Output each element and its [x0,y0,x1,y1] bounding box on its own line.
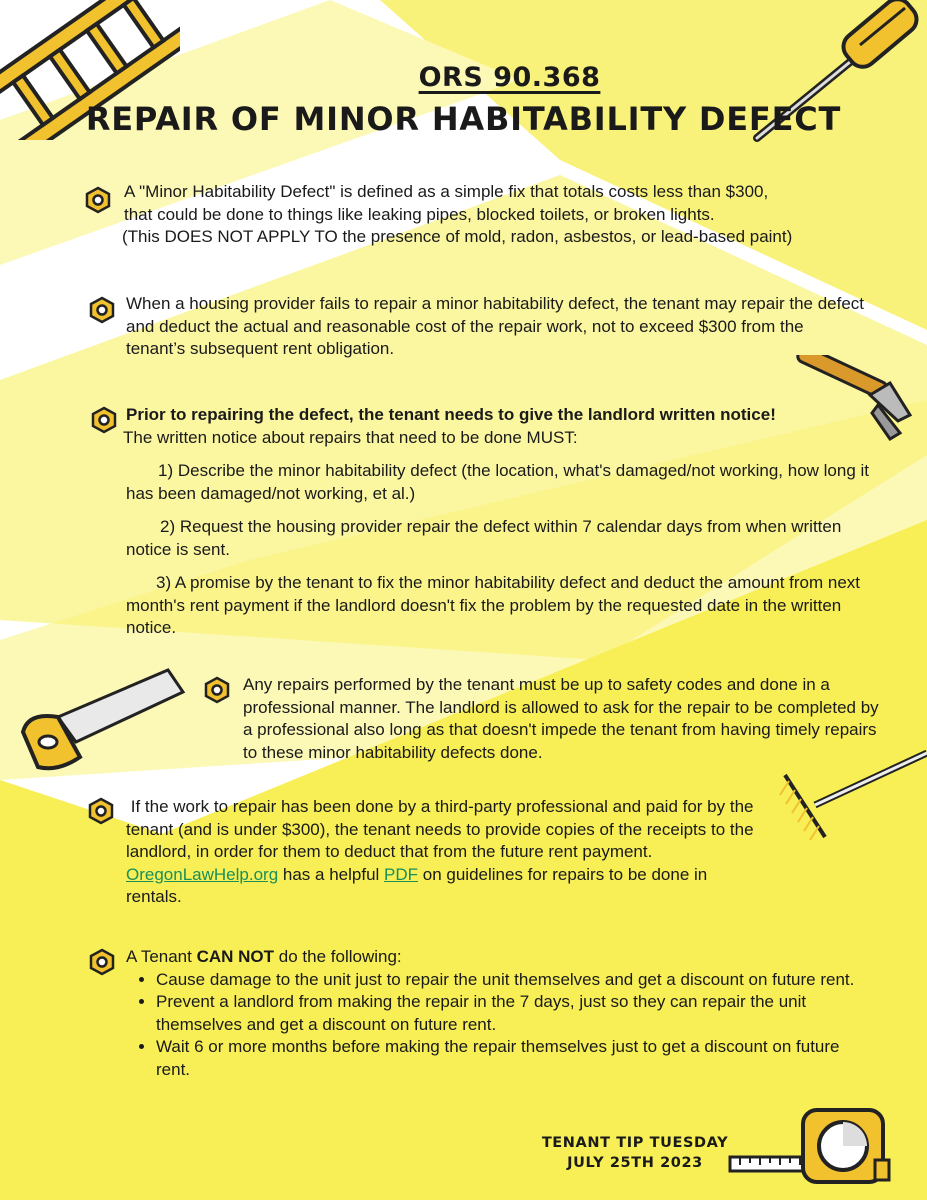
definition-line-3: (This DOES NOT APPLY TO the presence of mold, radon, asbestos, or lead-based paint) [122,227,793,246]
can-not-intro: A Tenant CAN NOT do the following: [126,947,402,966]
third-party-text: If the work to repair has been done by a third-party professional and paid for by the tenant (and is under $300), the tenant needs to provide copies of the receipts to the landlord, in order for them to deduct that from the future rent payment. OregonLawHelp.org has a helpful PDF on guidelines for repairs to be done in rentals. [126,797,754,906]
notice-item-2: 2) Request the housing provider repair the defect within 7 calendar days from when written notice is sent. [126,517,842,559]
series-label: TENANT TIP TUESDAY [541,1135,729,1151]
notice-intro: The written notice about repairs that need to be done MUST: [123,427,578,447]
footer [500,1133,770,1173]
date-label: JULY 25TH 2023 [567,1155,703,1171]
hex-nut-icon [88,296,116,324]
page-title: REPAIR OF MINOR HABITABILITY DEFECT [85,100,842,138]
written-notice-section [123,404,881,640]
hex-nut-icon [84,186,112,214]
can-not-list [126,969,871,1082]
oregonlawhelp-link[interactable]: OregonLawHelp.org [126,864,279,884]
third-party-section [126,796,766,909]
pdf-link[interactable]: PDF [384,864,419,884]
definition-line-2: that could be done to things like leaking pipes, blocked toilets, or broken lights. [124,204,715,224]
saw-icon [18,662,193,777]
list-item: • Prevent a landlord from making the repair in the 7 days, just so they can repair the unit themselves and get a discount on future rent. [156,991,871,1036]
can-not-section [126,946,871,1081]
safety-codes-section [243,674,883,764]
hex-nut-icon [90,406,118,434]
hex-nut-icon [88,948,116,976]
notice-item-1: 1) Describe the minor habitability defect (the location, what's damaged/not working, how long it has been damaged/not working, et al.) [126,461,870,503]
hex-nut-icon [203,676,231,704]
notice-item-3: 3) A promise by the tenant to fix the minor habitability defect and deduct the amount from next month's rent payment if the landlord doesn't fix the problem by the requested date in the written notice. [126,573,861,637]
repair-deduct-section [126,293,866,361]
statute-title: ORS 90.368 [418,62,601,93]
list-item: • Wait 6 or more months before making the repair themselves just to get a discount on future rent. [156,1036,871,1081]
repair-deduct-text: When a housing provider fails to repair a minor habitability defect, the tenant may repair the defect and deduct the actual and reasonable cost of the repair work, not to exceed $300 from the tenant’s subsequent rent obligation. [126,294,865,358]
safety-codes-text: Any repairs performed by the tenant must be up to safety codes and done in a professional manner. The landlord is allowed to ask for the repair to be completed by a professional also long as that doesn't impede the tenant from having timely repairs to these minor habitability defects done. [243,675,879,762]
list-item: • Cause damage to the unit just to repair the unit themselves and get a discount on future rent. [156,969,871,992]
hex-nut-icon [87,797,115,825]
definition-section [124,181,864,249]
notice-bold-intro: Prior to repairing the defect, the tenant needs to give the landlord written notice! [126,405,776,424]
definition-line-1: A "Minor Habitability Defect" is defined as a simple fix that totals costs less than $300, [124,182,769,201]
